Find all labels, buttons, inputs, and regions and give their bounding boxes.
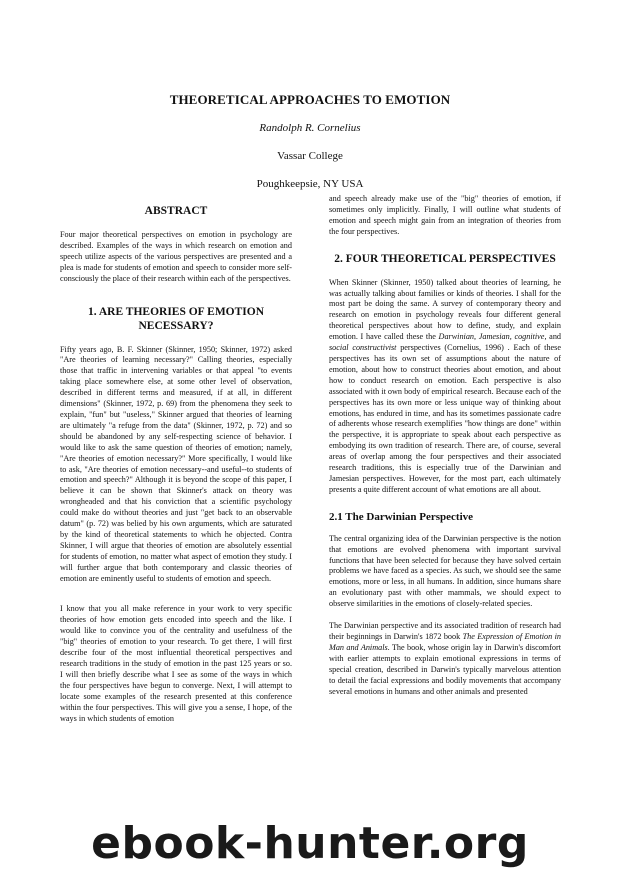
term-darwinian: Darwinian [438,332,475,342]
paper-title: THEORETICAL APPROACHES TO EMOTION [169,92,451,107]
section1-heading: 1. ARE THEORIES OF EMOTION NECESSARY? [87,305,265,332]
darwinian-text-b: . The book, whose origin lay in Darwin's discomfort with earlier attempts to explain emotional expressions in terms of special creation, described in Darwin's typically marvelous attention to detail the facial expressions and bodily movements that accompany several emotions in humans and other animals and presented [329,642,561,696]
term-separator-1: , [474,332,479,342]
section1-paragraph-2: I know that you all make reference in your work to very specific theories of how emotion gets encoded into speech and the like. I would like to convince you of the centrality and usefulness of the "big" theories of emotion to your research. To get there, I will first describe four of the most influential theoretical perspectives and research traditions in the study of emotion in the past 125 years or so. I will then briefly describe what I see as some of the ways in which the four perspectives have begun to converge. Next, I will attempt to locate some examples of the research presented at this conference within the four perspectives. This will give you a sense, I hope, of the ways in which students of emotion [60,604,292,723]
location: Poughkeepsie, NY USA [256,178,364,190]
term-cognitive: cognitive [514,332,545,342]
section2-paragraph-1 [329,278,561,496]
affiliation: Vassar College [277,150,343,162]
book-title: The Expression of Emotion in Man and Animals [329,632,562,652]
darwinian-paragraph-2 [329,621,561,697]
term-social-constructivist: social constructivist [329,343,397,353]
right-column [329,194,561,708]
term-separator-2: , [509,332,515,342]
section2-text-a: When Skinner (Skinner, 1950) talked about theories of learning, he was actually talking about families or kinds of theories. I shall for the most part be doing the same. A survey of contemporary theory and research on emotion in psychology reveals four different general theoretical perspectives about how to define, study, and explain emotion. I have called these the [329,277,561,342]
section2-heading: 2. FOUR THEORETICAL PERSPECTIVES [334,252,556,265]
term-jamesian: Jamesian [478,332,510,342]
left-column [60,204,292,735]
abstract-heading: ABSTRACT [144,205,208,217]
section2-text-b: perspectives (Cornelius, 1996) . Each of these perspectives has its own set of assumptions about the nature of emotion, about how to construct theories about emotion, and about how to conduct research on emotion. Each perspective is also associated with it own body of empirical research. Because each of the perspectives has its own more or less unique way of thinking about emotions, has endured in time, and has its sometimes passionate cadre of adherents whose research exemplifies "how things are done" within the perspective, it is appropriate to speak about each perspective as embodying its own tradition of research. There are, of course, several areas of overlap among the four perspectives and their associated research traditions, this is especially true of the Darwinian and Jamesian perspectives. However, for the most part, each ultimately presents a quite different account of what emotions are all about. [329,343,561,494]
section2-1-heading: 2.1 The Darwinian Perspective [329,510,474,523]
section1-paragraph-1: Fifty years ago, B. F. Skinner (Skinner, 1950; Skinner, 1972) asked "Are theories of learning necessary?" Calling theories, especially those that traffic in intervening variables or that appeal "to events taking place somewhere else, at some other level of observation, described in different terms and measured, if at all, in different dimensions" (Skinner, 1972, p. 69) from the phenomena they seek to explain, "fun" but "useless," Skinner argued that theories of learning are ultimately "a refuge from the data" (Skinner, 1972, p. 72) and so should be abandoned by any self-respecting science of behavior. I would like to ask the same question of theories of emotion; namely, "Are theories of emotion necessary?" More specifically, I would like to ask, "Are theories of emotion necessary--and useful--to students of emotion and speech?" Although it is beyond the scope of this paper, I believe it can be shown that Skinner's attack on theory was wrongheaded and that his conviction that a scientific psychology could make do without theories and just "get back to an observable datum" (p. 72) was belied by his own arguments, which are saturated by the kind of theoretical statements to which he objected. Contra Skinner, I will argue that theories of emotion are absolutely essential for students of emotion, no matter what aspect of emotion they study. I will further argue that both contemporary and classic theories of emotion are eminently useful to students of emotion and speech. [60,344,292,583]
author-name: Randolph R. Cornelius [259,122,361,134]
darwinian-text-a: The Darwinian perspective and its associated tradition of research had their beginnings in Darwin's 1872 book [329,621,561,641]
abstract-text: Four major theoretical perspectives on emotion in psychology are described. Examples of the ways in which research on emotion and speech utilize aspects of the various perspectives are presented and a plea is made for students of emotion and speech to consider more self-consciously the place of their research within each of the perspectives. [60,230,292,283]
darwinian-paragraph-1: The central organizing idea of the Darwinian perspective is the notion that emotions are evolved phenomena with important survival functions that have been selected for because they have solved certain problems we have faced as a species. As such, we should see the same emotions, more or less, in all humans. In addition, since humans share an evolutionary past with other mammals, we should expect to observe similarities in the emotions of closely-related species. [329,533,561,609]
term-separator-3: , and [544,332,562,342]
watermark-text: ebook-hunter.org [91,818,529,869]
section1-continuation: and speech already make use of the "big" theories of emotion, if sometimes only implicitly. Finally, I will outline what students of emotion and speech might gain from an integration of theories from the four perspectives. [329,194,561,236]
